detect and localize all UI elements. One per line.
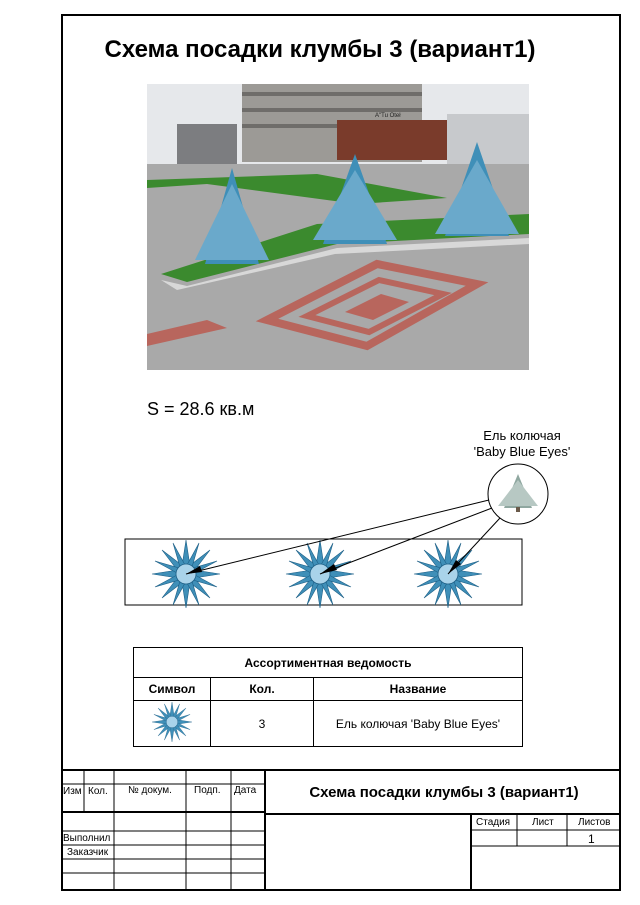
area-label: S = 28.6 кв.м (147, 399, 255, 419)
stamp-zakazchik: Заказчик (67, 847, 109, 858)
plant-label-line1: Ель колючая (483, 428, 561, 443)
plant-label-line2: 'Baby Blue Eyes' (473, 444, 571, 459)
stamp-doc-no: № докум. (128, 785, 172, 796)
table-heading: Ассортиментная ведомость (134, 648, 523, 678)
stamp-title: Схема посадки клумбы 3 (вариант1) (309, 784, 579, 801)
stamp-izm: Изм (63, 786, 82, 797)
stamp-listov: Листов (578, 817, 611, 828)
stamp-stadiya: Стадия (476, 817, 511, 828)
stamp-kol: Кол. (88, 786, 108, 797)
page-title: Схема посадки клумбы 3 (вариант1) (104, 36, 536, 63)
stamp-list: Лист (532, 817, 554, 828)
stamp-vypolnil: Выполнил (63, 833, 111, 844)
col-name: Название (314, 678, 523, 701)
name-cell: Ель колючая 'Baby Blue Eyes' (314, 701, 523, 747)
photo-sign: A"Tu Oteł (375, 113, 401, 119)
qty-cell: 3 (211, 701, 314, 747)
stamp-listov-value: 1 (588, 832, 595, 846)
stamp-podp: Подп. (194, 785, 221, 796)
col-symbol: Символ (134, 678, 211, 701)
col-qty: Кол. (211, 678, 314, 701)
stamp-data: Дата (234, 785, 257, 796)
